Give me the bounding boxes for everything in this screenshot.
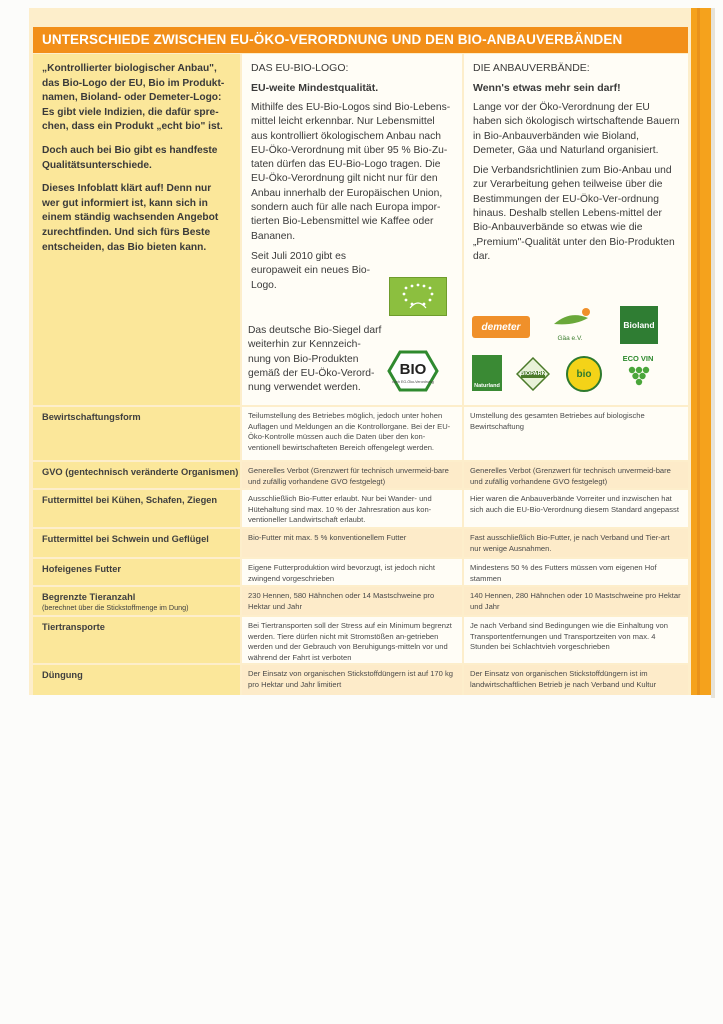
row-label-text: Hofeigenes Futter (42, 564, 122, 574)
row-label-text: Futtermittel bei Kühen, Schafen, Ziegen (42, 495, 218, 505)
eu-column-subtitle: EU-weite Mindestqualität. (251, 82, 379, 94)
intro-paragraph-3: Dieses Infoblatt klärt auf! Denn nur wer gut informiert ist, kann sich in einem ständig wachsenden Angebot zurechtfinden. Und sich fürs Beste entscheiden, das Bio bieten kann. (42, 183, 219, 253)
ecovin-logo-text: ECO VIN (622, 354, 654, 363)
naturland-logo (472, 355, 502, 391)
verbaende-paragraph-1: Lange vor der Öko-Verordnung der EU haben sich ökologisch wirtschaftende Bauern in Bio-Anbauverbänden wie Bioland, Demeter, Gäa und Naturland organisiert. (473, 102, 680, 156)
row-verband-cell: Umstellung des gesamten Betriebes auf biologische Bewirtschaftung (464, 407, 688, 460)
eu-bio-logo-column (242, 54, 462, 405)
page-title: UNTERSCHIEDE ZWISCHEN EU-ÖKO-VERORDNUNG UND DEN BIO-ANBAUVERBÄNDEN (33, 27, 688, 53)
row-eu-cell: Ausschließlich Bio-Futter erlaubt. Nur bei Wander- und Hütehaltung sind max. 10 % der Jahresration aus kon-ventioneller Landwirtschaft erlaubt. (242, 490, 462, 527)
biopark-logo-text: BIOPARK (520, 371, 546, 377)
row-label (33, 665, 240, 695)
bio-hexagon-icon (387, 350, 439, 392)
intro-paragraph-2: Doch auch bei Bio gibt es handfeste Qualitätsunterschiede. (42, 144, 218, 171)
bio-siegel-logo (387, 350, 439, 392)
eu-leaf-stars-icon (390, 278, 446, 315)
gaea-logo-text: Gäa e.V. (557, 335, 583, 342)
table-row-tiertransporte (33, 617, 688, 663)
fold-line (697, 8, 700, 695)
row-label-text: Düngung (42, 670, 83, 680)
verbaende-paragraph-2: Die Verbandsrichtlinien zum Bio-Anbau und zur Verarbeitung gehen teilweise über die Bestimmungen der EU-Öko-Ver-ordnung hinaus. Deshalb stellen Lebens-mittel der Bio-Anbauverbände so etwas wie die „Premium"-Qualität unter den Bio-Produkten dar. (473, 165, 675, 262)
intro-panel (33, 54, 240, 405)
row-eu-cell: Bio-Futter mit max. 5 % konventionellem Futter (242, 529, 462, 557)
row-verband-cell: Generelles Verbot (Grenzwert für technisch unvermeid-bare und zufällig vorhandene GVO festgelegt) (464, 462, 688, 488)
naturland-logo-text: Naturland (474, 383, 500, 389)
row-verband-cell: Mindestens 50 % des Futters müssen vom eigenen Hof stammen (464, 559, 688, 585)
table-row-gvo (33, 462, 688, 488)
row-label-note: (berechnet über die Stickstoffmenge im Dung) (42, 603, 189, 612)
eu-paragraph-2: Seit Juli 2010 gibt es europaweit ein neues Bio-Logo. (251, 250, 371, 291)
verbaende-column-subtitle: Wenn's etwas mehr sein darf! (473, 82, 621, 94)
row-eu-cell: Eigene Futterproduktion wird bevorzugt, ist jedoch nicht zwingend vorgeschrieben (242, 559, 462, 585)
row-label-text: Bewirtschaftungsform (42, 412, 141, 422)
demeter-logo (472, 316, 530, 338)
row-label (33, 462, 240, 488)
eu-paragraph-3: Das deutsche Bio-Siegel darf weiterhin zur Kennzeich-nung von Bio-Produkten gemäß der EU-Öko-Verord-nung verwendet werden. (248, 325, 382, 394)
table-row-hofeigenes-futter (33, 559, 688, 585)
row-verband-cell: Hier waren die Anbauverbände Vorreiter und inzwischen hat sich auch die EU-Bio-Verordnung diesem Standard angepasst (464, 490, 688, 527)
eu-paragraph-1: Mithilfe des EU-Bio-Logos sind Bio-Lebens-mittel leicht erkennbar. Nur Lebensmittel aus kontrolliert ökologischem Anbau nach EU-Öko-Verordnung mit über 95 % Bio-Zu-taten dürfen das EU-Bio-Logo tragen. Die EU-Öko-Verordnung gilt nicht nur für den Anbau innerhalb der Europäischen Union, sondern auch für alle nach Europa impor-tierten Bio-Lebensmittel wie Kaffee oder Bananen. (251, 102, 451, 242)
row-verband-cell: Je nach Verband sind Bedingungen wie die Einhaltung von Transportentfernungen und Transportzeiten von max. 4 Stunden bei Schlachtvieh vorgeschrieben (464, 617, 688, 663)
biokreis-logo (566, 356, 602, 392)
row-label (33, 407, 240, 460)
biokreis-logo-text: bio (576, 368, 592, 380)
row-eu-cell: Teilumstellung des Betriebes möglich, jedoch unter hohen Auflagen und Meldungen an die Kontrollorgane. Bei der EU-Öko-Kontrolle müssen auch die Daten über den kon-ventionell bewirtschafteten Bereich offengelegt werden. (242, 407, 462, 460)
row-eu-cell: Bei Tiertransporten soll der Stress auf ein Minimum begrenzt werden. Tiere dürfen nicht mit Stromstößen an-getrieben werden und der Gebrauch von Beruhigungs-mitteln vor und während der Fahrt ist verboten (242, 617, 462, 663)
table-row-futtermittel-schwein-gefluegel (33, 529, 688, 557)
row-label (33, 587, 240, 615)
eu-organic-leaf-logo (389, 277, 447, 316)
row-label-text: GVO (gentechnisch veränderte Organismen) (42, 467, 239, 477)
row-verband-cell: Fast ausschließlich Bio-Futter, je nach Verband und Tier-art nur wenige Ausnahmen. (464, 529, 688, 557)
row-verband-cell: 140 Hennen, 280 Hähnchen oder 10 Mastschweine pro Hektar und Jahr (464, 587, 688, 615)
row-label (33, 617, 240, 663)
row-verband-cell: Der Einsatz von organischen Stickstoffdüngern ist im landwirtschaftlichen Betrieb je nach Verband und Kultur (464, 665, 688, 695)
row-eu-cell: Der Einsatz von organischen Stickstoffdüngern ist auf 170 kg pro Hektar und Jahr limitiert (242, 665, 462, 695)
bioland-logo-text: Bioland (623, 320, 655, 330)
gaea-logo (544, 306, 596, 342)
row-label-text: Begrenzte Tieranzahl (42, 592, 136, 602)
anbauverbaende-column (464, 54, 688, 405)
bio-siegel-subtext: nach EG-Öko-Verordnung (392, 380, 434, 384)
orange-side-band (691, 8, 711, 695)
ecovin-logo (616, 354, 660, 392)
demeter-logo-text: demeter (481, 321, 521, 333)
verbaende-column-label: DIE ANBAUVERBÄNDE: (473, 62, 590, 74)
table-row-futtermittel-wiederkaeuer (33, 490, 688, 527)
bioland-logo (620, 306, 658, 344)
row-label-text: Tiertransporte (42, 622, 105, 632)
intro-paragraph-1: „Kontrollierter biologischer Anbau", das Bio-Logo der EU, Bio im Produkt-namen, Bioland- oder Demeter-Logo: Es gibt viele Indizien, die dafür spre-chen, dass ein Produkt „echt bio" ist. (42, 63, 225, 133)
table-row-duengung (33, 665, 688, 695)
biopark-logo (516, 357, 550, 391)
bio-siegel-text: BIO (399, 361, 427, 378)
row-eu-cell: 230 Hennen, 580 Hähnchen oder 14 Mastschweine pro Hektar und Jahr (242, 587, 462, 615)
row-label (33, 529, 240, 557)
row-label-text: Futtermittel bei Schwein und Geflügel (42, 534, 209, 544)
table-row-tieranzahl (33, 587, 688, 615)
eu-column-label: DAS EU-BIO-LOGO: (251, 62, 349, 74)
paper-edge (711, 8, 715, 698)
row-label (33, 490, 240, 527)
table-row-bewirtschaftungsform (33, 407, 688, 460)
row-label (33, 559, 240, 585)
grape-icon (616, 354, 660, 392)
row-eu-cell: Generelles Verbot (Grenzwert für technisch unvermeid-bare und zufällig vorhandene GVO festgelegt) (242, 462, 462, 488)
